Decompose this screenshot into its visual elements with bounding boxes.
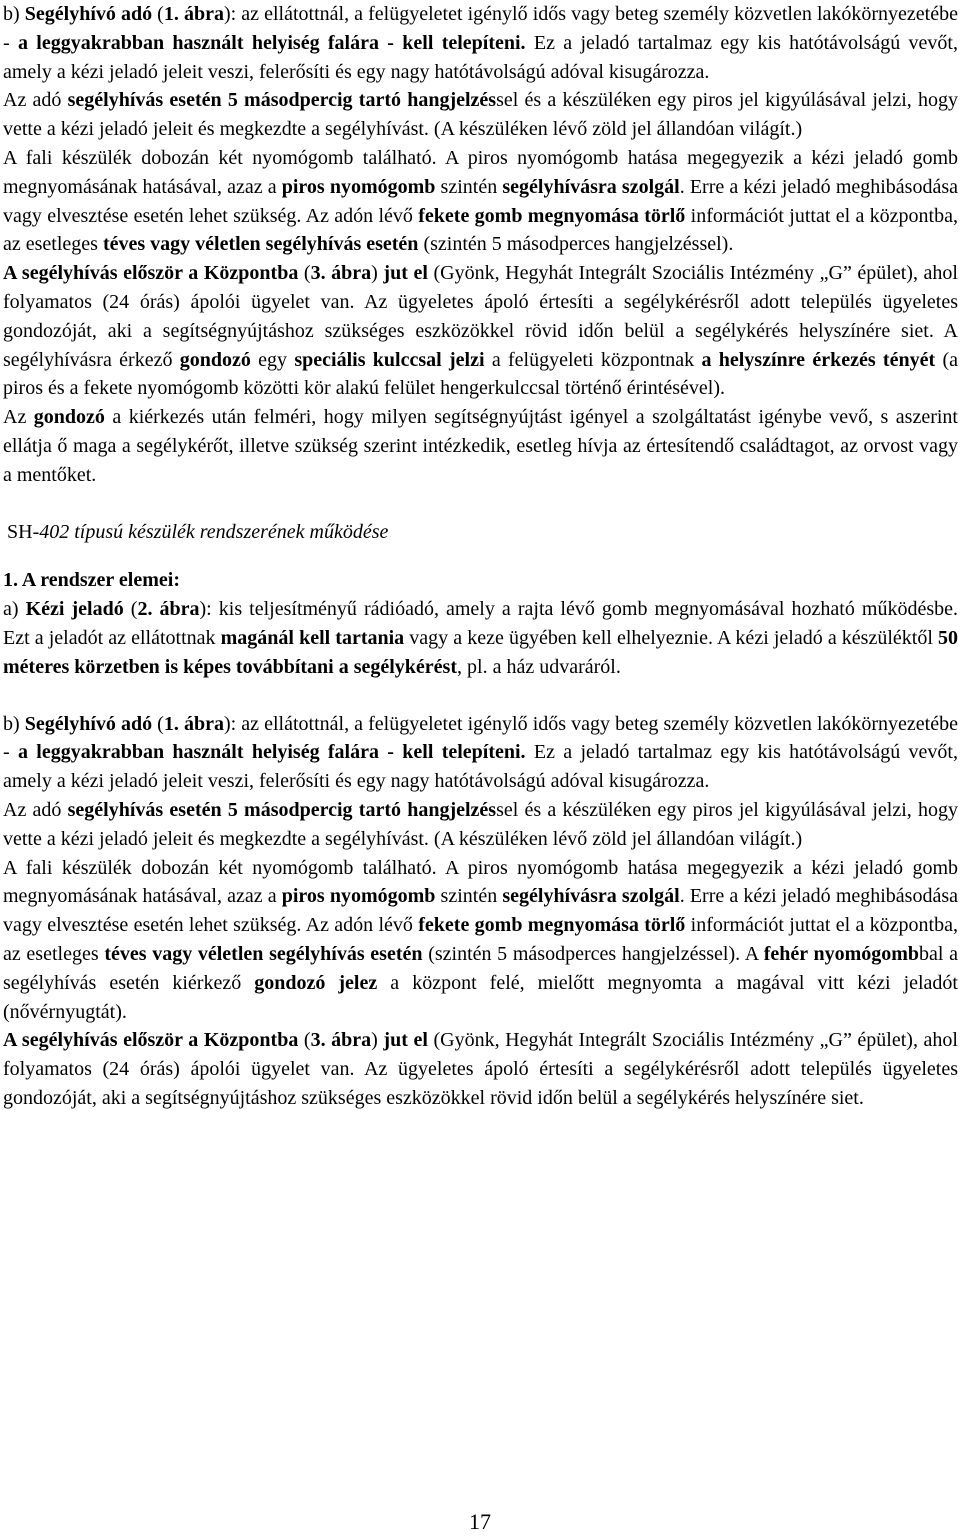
bold-run: speciális kulccsal jelzi xyxy=(294,348,485,371)
bold-run: fehér nyomógomb xyxy=(763,942,920,965)
bold-run: téves vagy véletlen segélyhívás esetén xyxy=(104,942,423,965)
section-title-italic: 402 típusú készülék rendszerének működése xyxy=(39,520,389,543)
paragraph-kozpont-2: A segélyhívás először a Központba (3. ábra) jut el (Gyönk, Hegyhát Integrált Szociális Intézmény „G” épület), ahol folyamatos (24 órás) ápolói ügyelet van. Az ügyeletes ápoló értesíti a segélykérésről adott település ügyeletes gondozóját, aki a segítségnyújtáshoz szükséges eszközökkel rövid időn belül a segélykérés helyszínére siet. xyxy=(3,1029,958,1109)
paragraph-kozpont: A segélyhívás először a Központba (3. ábra) jut el (Gyönk, Hegyhát Integrált Szociális Intézmény „G” épület), ahol folyamatos (24 órás) ápolói ügyelet van. Az ügyeletes ápoló értesíti a segélykérésről adott település ügyeletes gondozóját, aki a segítségnyújtáshoz szükséges eszközökkel rövid időn belül a segélykérés helyszínére siet. A segélyhívásra érkező gondozó egy speciális kulccsal jelzi a felügyeleti központnak a helyszínre érkezés tényét (a piros és a fekete nyomógomb közötti kör alakú felület hengerkulccsal történő érintésével). xyxy=(3,262,958,400)
bold-run: Kézi jeladó xyxy=(25,598,124,621)
paragraph-nyomogombok-2: A fali készülék dobozán két nyomógomb található. A piros nyomógomb hatása megegyezik a kézi jeladó gomb megnyomásának hatásával, azaz a piros nyomógomb szintén segélyhívásra szolgál. Erre a kézi jeladó meghibásodása vagy elvesztése esetén lehet szükség. Az adón lévő fekete gomb megnyomása törlő információt juttat el a központba, az esetleges téves vagy véletlen segélyhívás esetén (szintén 5 másodperces hangjelzéssel). A fehér nyomógombbal a segélyhívás esetén kiérkező gondozó jelez a központ felé, mielőtt megnyomta a magával vitt kézi jeladót (nővérnyugtát). xyxy=(3,856,959,1023)
bold-run: 3. ábra xyxy=(310,1029,372,1052)
bold-run: Segélyhívó adó xyxy=(24,712,153,735)
paragraph-gondozo: Az gondozó a kiérkezés után felméri, hogy milyen segítségnyújtást igényel a szolgáltatást igénybe vevő, s aszerint ellátja ő maga a segélykérőt, illetve szükség szerint intézkedik, esetleg hívja az értesítendő családtagot, az orvost vagy a mentőket. xyxy=(3,406,958,486)
section-heading xyxy=(3,566,958,595)
bold-run: A segélyhívás először a Központba xyxy=(3,1029,299,1052)
bold-run: gondozó xyxy=(179,348,251,371)
bold-run: fekete gomb megnyomása törlő xyxy=(418,204,686,227)
paragraph-segelyhivo-ado-2: b) Segélyhívó adó (1. ábra): az ellátottnál, a felügyeletet igénylő idős vagy beteg személy közvetlen lakókörnyezetébe - a leggyakrabban használt helyiség falára - kell telepíteni. Ez a jeladó tartalmaz egy kis hatótávolságú vevőt, amely a kézi jeladó jeleit veszi, felerősíti és egy nagy hatótávolságú adóval kisugározza. xyxy=(3,712,958,793)
bold-run: piros nyomógomb xyxy=(281,175,436,198)
bold-run: a helyszínre érkezés tényét xyxy=(701,348,936,371)
bold-run: 1. ábra xyxy=(163,712,224,735)
bold-run: segélyhívás esetén 5 másodpercig tartó hangjelzés xyxy=(67,89,497,112)
bold-run: Segélyhívó adó xyxy=(24,3,153,25)
bold-run: segélyhívásra szolgál xyxy=(502,885,680,908)
paragraph-hangjelzes-2: Az adó segélyhívás esetén 5 másodpercig tartó hangjelzéssel és a készüléken egy piros jel kigyúlásával jelzi, hogy vette a kézi jeladó jeleit és megkezdte a segélyhívást. (A készüléken lévő zöld jel állandóan világít.) xyxy=(3,798,959,850)
spacer xyxy=(3,682,958,710)
section-title xyxy=(3,518,958,547)
spacer xyxy=(3,546,958,566)
bold-run: 3. ábra xyxy=(310,262,372,285)
section-title-prefix: SH- xyxy=(7,520,40,543)
bold-run: piros nyomógomb xyxy=(281,885,436,908)
bold-run: 1. ábra xyxy=(163,3,224,25)
bold-run: gondozó jelez xyxy=(254,971,378,994)
bold-run: téves vagy véletlen segélyhívás esetén xyxy=(102,233,419,256)
bold-run: segélyhívás esetén 5 másodpercig tartó hangjelzés xyxy=(67,798,497,821)
bold-run: jut el xyxy=(383,262,428,285)
section-heading-text: 1. A rendszer elemei: xyxy=(3,569,180,592)
bold-run: a leggyakrabban használt helyiség falára - kell telepíteni. xyxy=(17,31,526,54)
bold-run: segélyhívásra szolgál xyxy=(502,175,680,198)
bold-run: 2. ábra xyxy=(137,598,200,621)
page-number: 17 xyxy=(469,1509,491,1534)
bold-run: jut el xyxy=(383,1029,428,1052)
bold-run: magánál kell tartania xyxy=(220,626,405,649)
bold-run: A segélyhívás először a Központba xyxy=(3,262,299,285)
spacer xyxy=(3,490,958,518)
bold-run: a leggyakrabban használt helyiség falára - kell telepíteni. xyxy=(17,741,526,764)
bold-run: 50 méteres körzetben is képes továbbítani a segélykérést xyxy=(3,626,958,678)
bold-run: fekete gomb megnyomása törlő xyxy=(418,914,686,937)
bold-run: gondozó xyxy=(33,406,105,429)
paragraph-segelyhivo-ado: b) Segélyhívó adó (1. ábra): az ellátottnál, a felügyeletet igénylő idős vagy beteg személy közvetlen lakókörnyezetébe - a leggyakrabban használt helyiség falára - kell telepíteni. Ez a jeladó tartalmaz egy kis hatótávolságú vevőt, amely a kézi jeladó jeleit veszi, felerősíti és egy nagy hatótávolságú adóval kisugározza. xyxy=(3,3,958,83)
paragraph-nyomogombok: A fali készülék dobozán két nyomógomb található. A piros nyomógomb hatása megegyezik a kézi jeladó gomb megnyomásának hatásával, azaz a piros nyomógomb szintén segélyhívásra szolgál. Erre a kézi jeladó meghibásodása vagy elvesztése esetén lehet szükség. Az adón lévő fekete gomb megnyomása törlő információt juttat el a központba, az esetleges téves vagy véletlen segélyhívás esetén (szintén 5 másodperces hangjelzéssel). xyxy=(3,146,959,256)
paragraph-hangjelzes: Az adó segélyhívás esetén 5 másodpercig tartó hangjelzéssel és a készüléken egy piros jel kigyúlásával jelzi, hogy vette a kézi jeladó jeleit és megkezdte a segélyhívást. (A készüléken lévő zöld jel állandóan világít.) xyxy=(3,89,959,141)
paragraph-kezi-jelado: a) Kézi jeladó (2. ábra): kis teljesítményű rádióadó, amely a rajta lévő gomb megnyomásával hozható működésbe. Ezt a jeladót az ellátottnak magánál kell tartania vagy a keze ügyében kell elhelyeznie. A kézi jeladó a készüléktől 50 méteres körzetben is képes továbbítani a segélykérést, pl. a ház udvaráról. xyxy=(3,598,958,678)
